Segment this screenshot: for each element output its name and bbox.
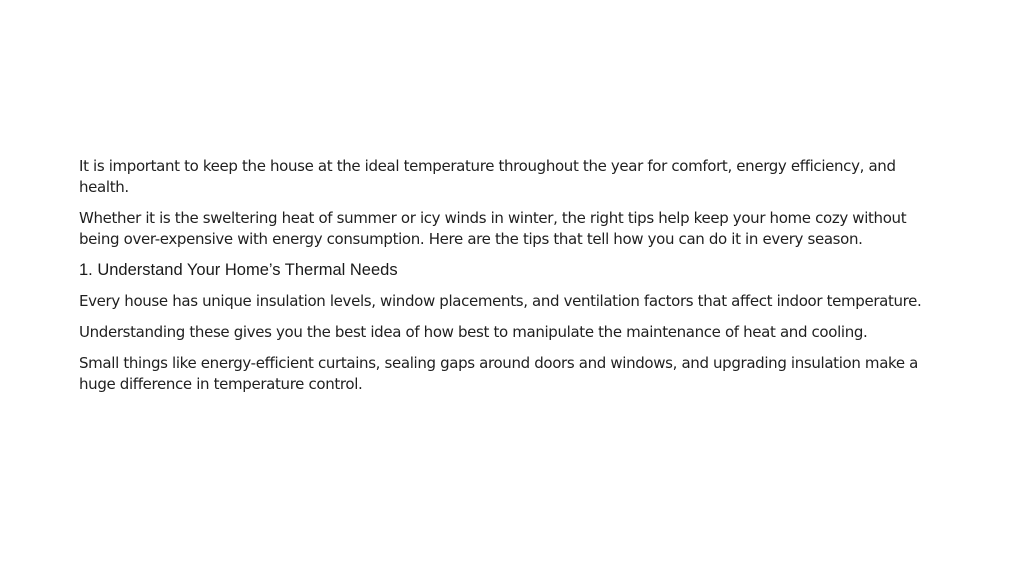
section-paragraph-3: Small things like energy-efficient curtains, sealing gaps around doors and windows, and upgrading insulation make a huge difference in temperature control. [79, 354, 918, 393]
intro-paragraph-1: It is important to keep the house at the ideal temperature throughout the year for comfort, energy efficiency, and health. [79, 157, 896, 196]
document-body [79, 156, 949, 405]
intro-paragraph-2: Whether it is the sweltering heat of summer or icy winds in winter, the right tips help keep your home cozy without being over-expensive with energy consumption. Here are the tips that tell how you can do it in every season. [79, 209, 907, 248]
section-heading: 1. Understand Your Home’s Thermal Needs [79, 261, 398, 279]
section-paragraph-1: Every house has unique insulation levels, window placements, and ventilation factors that affect indoor temperature. [79, 292, 922, 310]
section-paragraph-2: Understanding these gives you the best idea of how best to manipulate the maintenance of heat and cooling. [79, 323, 868, 341]
